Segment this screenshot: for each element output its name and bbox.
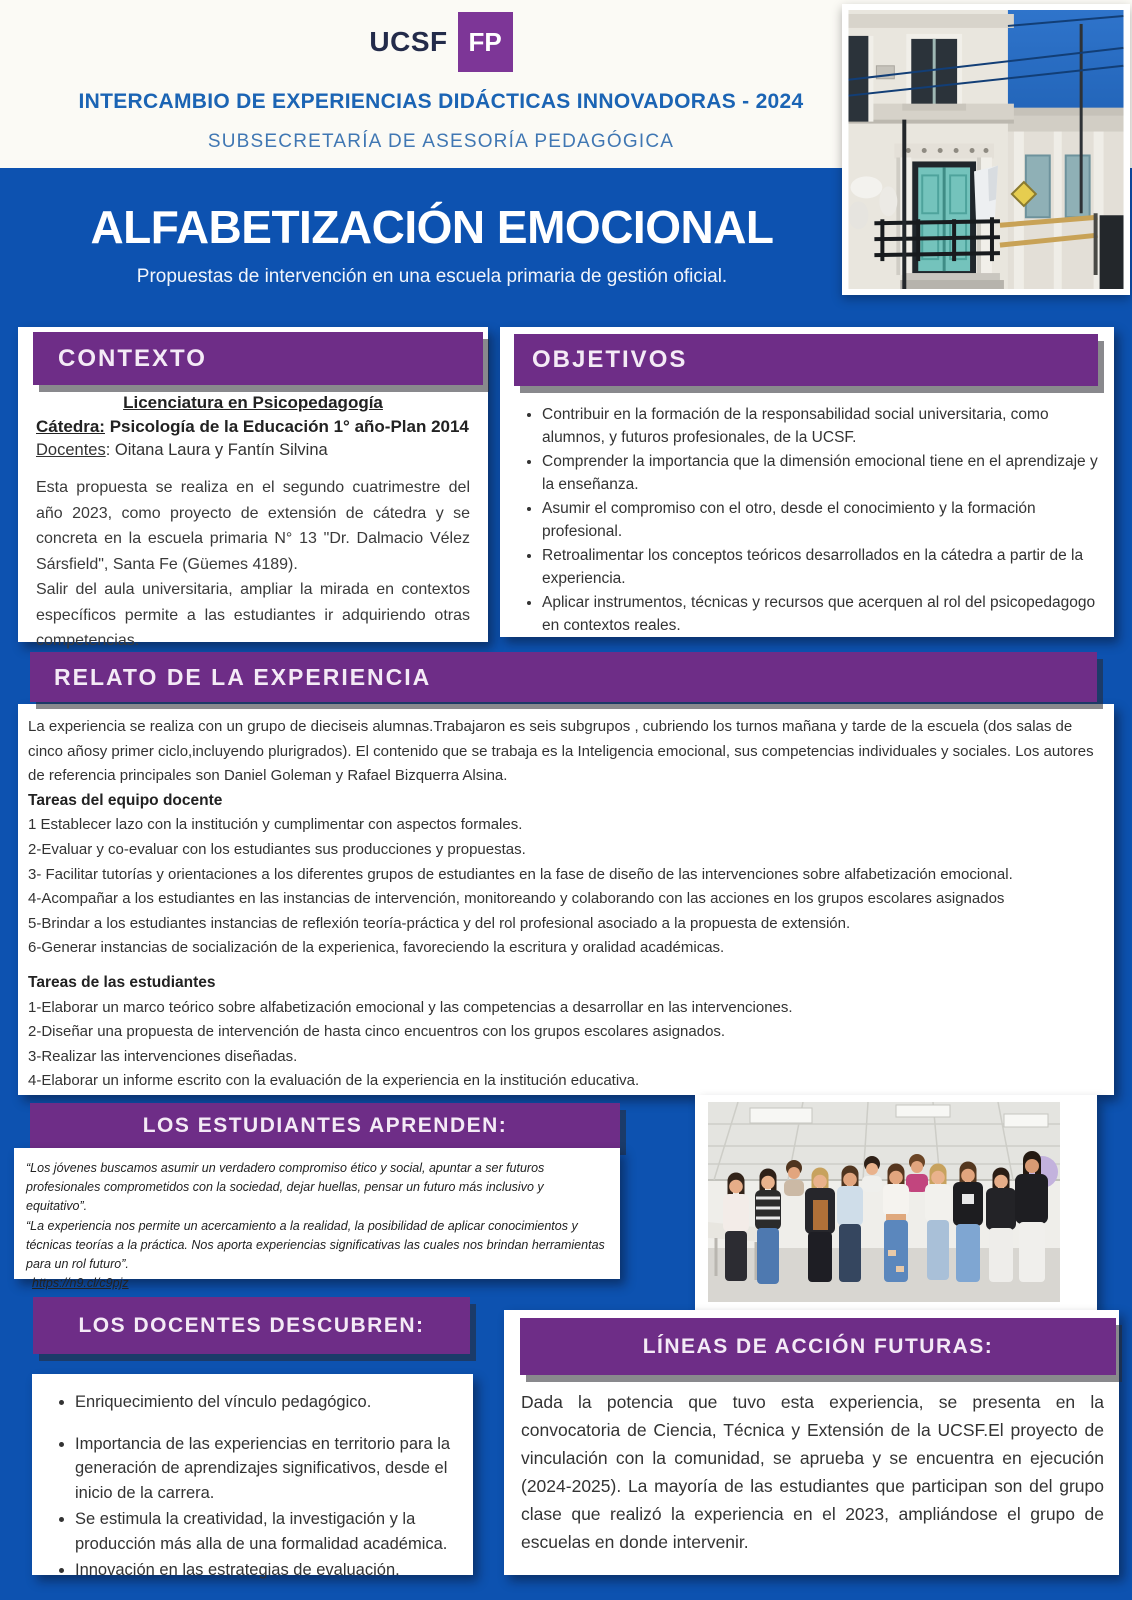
relato-intro: La experiencia se realiza con un grupo de dieciseis alumnas.Trabajaron es seis subgrupos , cubriendo los turnos mañana y tarde de la escuela (dos salas de cinco añosy primer ciclo,incluyendo plurigrados). El contenido que se trabaja es la Inteligencia emocional, sus competencias individuales y sociales. Los autores de referencia principales son Daniel Goleman y Rafael Bizquerra Alsina. bbox=[28, 718, 1094, 785]
contexto-paragraph-1: Esta propuesta se realiza en el segundo cuatrimestre del año 2023, como proyecto de extensión de cátedra y se concreta en la escuela primaria N° 13 "Dr. Dalmacio Vélez Sársfield", Santa Fe (Güemes 4189). bbox=[36, 479, 470, 573]
tarea-docente-item: 6-Generar instancias de socialización de la experienica, favoreciendo la escritura y oralidad académicas. bbox=[28, 939, 725, 957]
catedra-value: Psicología de la Educación 1° año-Plan 2014 bbox=[104, 417, 469, 436]
docentes-value: : Oitana Laura y Fantín Silvina bbox=[105, 441, 328, 459]
fp-logo-badge: FP bbox=[458, 12, 513, 72]
objetivo-item: • Asumir el compromiso con el otro, desde el conocimiento y la formación profesional. bbox=[542, 497, 1102, 543]
lineas-paragraph: Dada la potencia que tuvo esta experiencia, se presenta en la convocatoria de Ciencia, Técnica y Extensión de la UCSF.El proyecto de vinculación con la comunidad, se aprueba y se encuentra en ejecución (2024-2025). La mayoría de las estudiantes que participan son del grupo clase que realizó la experiencia en el 2023, ampliándose el grupo de escuelas en donde intervenir. bbox=[521, 1392, 1104, 1552]
tarea-estudiante-item: 4-Elaborar un informe escrito con la evaluación de la experiencia en la institución educativa. bbox=[28, 1072, 640, 1090]
tarea-docente-item: 2-Evaluar y co-evaluar con los estudiantes sus producciones y propuestas. bbox=[28, 840, 526, 858]
objetivo-item: • Contribuir en la formación de la responsabilidad social universitaria, como alumnos, y futuros profesionales, de la UCSF. bbox=[542, 403, 1102, 449]
poster-title: ALFABETIZACIÓN EMOCIONAL bbox=[90, 201, 774, 253]
contexto-heading: CONTEXTO bbox=[58, 344, 207, 372]
tarea-docente-item: 5-Brindar a los estudiantes instancias de reflexión teoría-práctica y del rol profesional asociado a la propuesta de extensión. bbox=[28, 914, 851, 932]
estudiantes-heading: LOS ESTUDIANTES APRENDEN: bbox=[142, 1113, 508, 1137]
tareas-estudiantes-heading: Tareas de las estudiantes bbox=[28, 973, 216, 991]
poster-subtitle: Propuestas de intervención en una escuela primaria de gestión oficial. bbox=[136, 266, 728, 287]
ucsf-logo bbox=[0, 12, 882, 72]
student-quote-2: “La experiencia nos permite un acercamiento a la realidad, la posibilidad de aplicar conocimientos y técnicas teorías a la práctica. Nos aporta experiencias significativas las cuales nos brindan herramientas para un rol futuro”. bbox=[26, 1218, 605, 1272]
objetivo-item: • Comprender la importancia que la dimensión emocional tiene en el aprendizaje y la enseñanza. bbox=[542, 450, 1102, 496]
docentes-list bbox=[58, 1390, 461, 1583]
tarea-docente-item: 3- Facilitar tutorías y orientaciones a los diferentes grupos de estudiantes en la fase de diseño de las intervenciones sobre alfabetización emocional. bbox=[28, 865, 1013, 883]
docentes-heading: LOS DOCENTES DESCUBREN: bbox=[78, 1313, 425, 1337]
docentes-heading-bar bbox=[33, 1297, 470, 1354]
objetivo-item: • Aplicar instrumentos, técnicas y recursos que acerquen al rol del psicopedagogo en contextos reales. bbox=[542, 591, 1102, 637]
lineas-heading-bar bbox=[520, 1318, 1116, 1375]
catedra-line bbox=[36, 417, 470, 437]
relato-heading-bar bbox=[30, 652, 1097, 702]
estudiantes-heading-bar bbox=[30, 1103, 620, 1148]
quote-link[interactable]: https://n9.cl/c9pjz bbox=[32, 1276, 129, 1291]
tarea-docente-item: 4-Acompañar a los estudiantes en las instancias de intervención, monitoreando y colaborando con las acciones en los grupos escolares asignados bbox=[28, 890, 1005, 908]
tarea-estudiante-item: 3-Realizar las intervenciones diseñadas. bbox=[28, 1047, 298, 1065]
relato-card bbox=[18, 704, 1114, 1095]
docentes-line bbox=[36, 441, 470, 460]
docentes-item: • Se estimula la creatividad, la investigación y la producción más alla de una formalidad académica. bbox=[75, 1507, 461, 1556]
contexto-heading-bar bbox=[33, 332, 483, 385]
objetivos-heading: OBJETIVOS bbox=[532, 346, 688, 373]
student-quotes-card bbox=[14, 1148, 620, 1291]
header-title: INTERCAMBIO DE EXPERIENCIAS DIDÁCTICAS INNOVADORAS - 2024 bbox=[78, 90, 804, 113]
relato-body bbox=[18, 704, 1114, 1094]
docentes-label: Docentes bbox=[36, 441, 106, 459]
header-subtitle: SUBSECRETARÍA DE ASESORÍA PEDAGÓGICA bbox=[207, 131, 675, 152]
objetivos-heading-bar bbox=[514, 334, 1098, 386]
catedra-label: Cátedra: bbox=[36, 417, 105, 436]
tarea-docente-item: 1 Establecer lazo con la institución y cumplimentar con aspectos formales. bbox=[28, 816, 523, 834]
spacer bbox=[28, 961, 1106, 971]
students-group-photo bbox=[708, 1102, 1060, 1302]
student-quote-1: “Los jóvenes buscamos asumir un verdadero compromiso ético y social, apuntar a ser futuros profesionales comprometidos con la sociedad, dejar huellas, pensar un futuro más inclusivo y equitativo”. bbox=[26, 1161, 545, 1214]
students-group-photo-card bbox=[695, 1095, 1097, 1312]
objetivos-list bbox=[524, 403, 1102, 637]
docentes-item: • Innovación en las estrategias de evaluación. bbox=[75, 1558, 461, 1583]
school-building-illustration bbox=[848, 10, 1124, 289]
tarea-estudiante-item: 1-Elaborar un marco teórico sobre alfabetización emocional y las competencias a desarrollar en las intervenciones. bbox=[28, 998, 793, 1016]
student-quotes-body bbox=[14, 1148, 620, 1293]
docentes-item: • Enriquecimiento del vínculo pedagógico. bbox=[75, 1390, 461, 1415]
tareas-docente-heading: Tareas del equipo docente bbox=[28, 791, 223, 809]
ucsf-logo-text: UCSF bbox=[369, 26, 448, 57]
degree-line: Licenciatura en Psicopedagogía bbox=[123, 393, 383, 412]
tarea-estudiante-item: 2-Diseñar una propuesta de intervención de hasta cinco encuentros con los grupos escolares asignados. bbox=[28, 1023, 726, 1041]
docentes-item: • Importancia de las experiencias en territorio para la generación de aprendizajes significativos, desde el inicio de la carrera. bbox=[75, 1432, 461, 1506]
school-building-photo bbox=[842, 4, 1130, 295]
lineas-heading: LÍNEAS DE ACCIÓN FUTURAS: bbox=[642, 1334, 994, 1358]
contexto-paragraph-2: Salir del aula universitaria, ampliar la mirada en contextos específicos permite a las estudiantes ir adquiriendo otras competencias. bbox=[36, 581, 470, 649]
docentes-card bbox=[32, 1374, 473, 1579]
relato-heading: RELATO DE LA EXPERIENCIA bbox=[54, 663, 432, 690]
objetivo-item: • Retroalimentar los conceptos teóricos desarrollados en la cátedra a partir de la experiencia. bbox=[542, 544, 1102, 590]
